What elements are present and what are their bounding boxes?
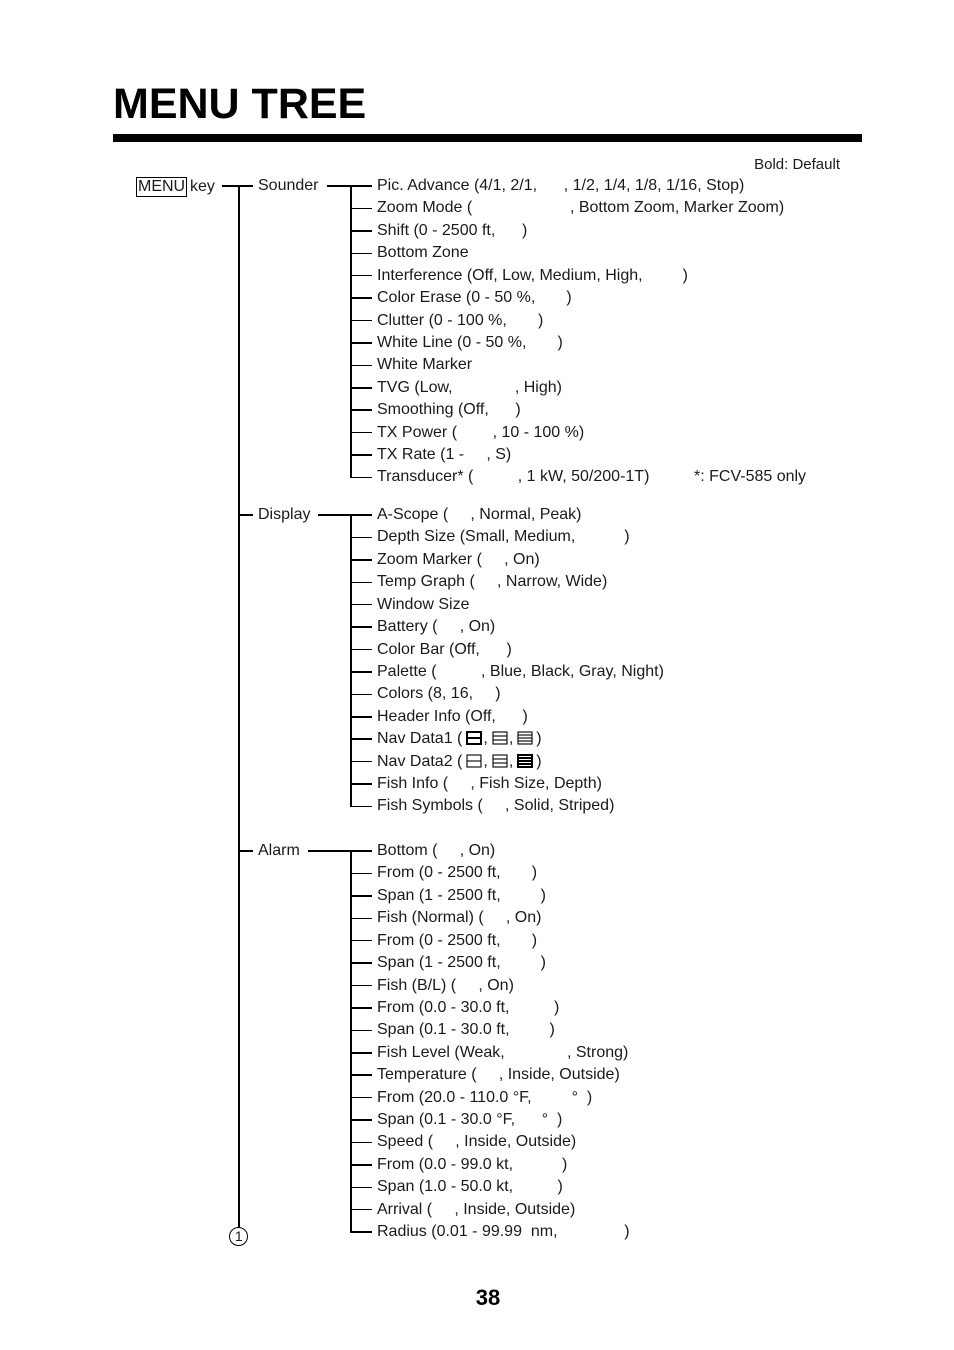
menu-item-from: From (0 - 2500 ft, ) [377, 931, 538, 949]
menu-item-arrival: Arrival ( , Inside, Outside) [377, 1200, 576, 1218]
menu-item-span: Span (1.0 - 50.0 kt, ) [377, 1178, 563, 1196]
branch-connector [239, 850, 253, 852]
item-connector [351, 1074, 372, 1076]
three-row-layout-icon [492, 754, 508, 768]
bold-default-legend: Bold: Default [754, 156, 840, 173]
menu-item-from: From (0.0 - 30.0 ft, ) [377, 998, 560, 1016]
item-connector [351, 962, 372, 964]
menu-item-bottom: Bottom ( , On) [377, 842, 496, 859]
item-connector [351, 432, 372, 434]
item-connector [351, 582, 372, 584]
page-title: MENU TREE [113, 80, 367, 128]
menu-item-fish: Fish (Normal) ( , On) [377, 909, 542, 927]
item-connector [351, 1030, 372, 1032]
item-connector [351, 230, 372, 232]
item-connector [351, 738, 372, 740]
menu-item-color-bar: Color Bar (Off, ) [377, 640, 512, 658]
branch-label-alarm: Alarm [258, 842, 300, 859]
menu-item-colors: Colors (8, 16, ) [377, 685, 501, 703]
item-connector [351, 185, 372, 187]
item-connector [351, 626, 372, 628]
branch-label-display: Display [258, 506, 311, 523]
branch-trunk-alarm [350, 850, 352, 1233]
menu-item-clutter: Clutter (0 - 100 %, ) [377, 311, 544, 329]
item-connector [351, 1007, 372, 1009]
item-connector [351, 873, 372, 875]
menu-item-shift: Shift (0 - 2500 ft, ) [377, 221, 528, 239]
menu-item-fish: Fish (B/L) ( , On) [377, 976, 514, 994]
item-connector [351, 940, 372, 942]
item-label: Nav Data1 ( [377, 730, 463, 748]
menu-item-span: Span (1 - 2500 ft, ) [377, 886, 546, 904]
menu-item-from: From (20.0 - 110.0 °F, ° ) [377, 1088, 593, 1106]
item-connector [351, 604, 372, 606]
menu-item-fish-info: Fish Info ( , Fish Size, Depth) [377, 775, 602, 793]
item-connector [351, 559, 372, 561]
menu-key-label: MENU [138, 178, 186, 195]
item-connector [351, 477, 372, 479]
item-connector [351, 514, 372, 516]
item-connector [351, 761, 372, 763]
item-connector [351, 454, 372, 456]
item-connector [351, 1209, 372, 1211]
footnote: *: FCV-585 only [694, 468, 807, 486]
page-number: 38 [475, 1285, 501, 1310]
item-connector [351, 1097, 372, 1099]
menu-item-temp-graph: Temp Graph ( , Narrow, Wide) [377, 573, 608, 591]
menu-item-window-size: Window Size [377, 595, 470, 613]
item-connector [351, 649, 372, 651]
separator: , [508, 752, 514, 770]
menu-item-a-scope: A-Scope ( , Normal, Peak) [377, 506, 582, 523]
item-connector [351, 694, 372, 696]
item-connector [351, 365, 372, 367]
item-connector [351, 1142, 372, 1144]
continuation-marker: 1 [229, 1227, 248, 1246]
menu-item-fish-symbols: Fish Symbols ( , Solid, Striped) [377, 797, 615, 815]
menu-item-interference: Interference (Off, Low, Medium, High, ) [377, 266, 688, 284]
item-connector [351, 208, 372, 210]
item-connector [351, 1231, 372, 1233]
menu-item-temperature: Temperature ( , Inside, Outside) [377, 1066, 620, 1084]
menu-item-nav-data1 [377, 728, 542, 750]
menu-item-from: From (0 - 2500 ft, ) [377, 864, 538, 882]
menu-item-white-line: White Line (0 - 50 %, ) [377, 333, 563, 351]
menu-item-span: Span (0.1 - 30.0 °F, ° ) [377, 1111, 563, 1129]
menu-item-tvg: TVG (Low, , High) [377, 378, 562, 396]
item-connector [351, 1164, 372, 1166]
four-row-layout-icon [517, 731, 533, 745]
menu-item-depth-size: Depth Size (Small, Medium, ) [377, 528, 630, 546]
item-connector [351, 985, 372, 987]
item-connector [351, 387, 372, 389]
menu-item-radius: Radius (0.01 - 99.99 nm, ) [377, 1223, 630, 1241]
menu-item-nav-data2 [377, 751, 542, 773]
menu-item-color-erase: Color Erase (0 - 50 %, ) [377, 289, 572, 307]
menu-item-transducer: Transducer* ( , 1 kW, 50/200-1T) [377, 468, 650, 486]
branch-connector [239, 185, 253, 187]
menu-item-tx-power: TX Power ( , 10 - 100 %) [377, 423, 585, 441]
item-connector [351, 409, 372, 411]
separator: , [508, 730, 514, 748]
item-connector [351, 918, 372, 920]
item-connector [351, 1052, 372, 1054]
item-connector [351, 537, 372, 539]
four-row-layout-icon [517, 754, 533, 768]
two-row-layout-icon [466, 754, 482, 768]
item-connector [351, 1119, 372, 1121]
item-connector [351, 895, 372, 897]
two-row-layout-icon [466, 731, 482, 745]
item-connector [351, 297, 372, 299]
menu-item-fish-level: Fish Level (Weak, , Strong) [377, 1043, 629, 1061]
item-label: Nav Data2 ( [377, 752, 463, 770]
closing-paren: ) [536, 730, 542, 748]
menu-item-white-marker: White Marker [377, 356, 473, 374]
menu-item-tx-rate: TX Rate (1 - , S) [377, 446, 512, 464]
item-connector [351, 275, 372, 277]
item-connector [351, 671, 372, 673]
item-connector [351, 320, 372, 322]
menu-item-pic-advance: Pic. Advance (4/1, 2/1, , 1/2, 1/4, 1/8, 1/16, Stop) [377, 177, 745, 194]
separator: , [483, 752, 488, 770]
title-rule [113, 134, 862, 142]
menu-item-bottom-zone: Bottom Zone [377, 244, 469, 262]
branch-label-sounder: Sounder [258, 177, 319, 194]
menu-item-battery: Battery ( , On) [377, 618, 496, 636]
item-connector [351, 716, 372, 718]
branch-connector [239, 514, 253, 516]
menu-item-span: Span (0.1 - 30.0 ft, ) [377, 1021, 555, 1039]
item-connector [351, 806, 372, 808]
item-connector [351, 342, 372, 344]
item-connector [351, 783, 372, 785]
main-trunk-line [238, 186, 240, 1227]
menu-key-suffix: key [190, 178, 215, 195]
menu-item-smoothing: Smoothing (Off, ) [377, 401, 521, 419]
menu-item-header-info: Header Info (Off, ) [377, 707, 528, 725]
item-connector [351, 253, 372, 255]
menu-item-speed: Speed ( , Inside, Outside) [377, 1133, 577, 1151]
menu-item-zoom-mode: Zoom Mode ( , Bottom Zoom, Marker Zoom) [377, 199, 785, 217]
menu-item-from: From (0.0 - 99.0 kt, ) [377, 1155, 568, 1173]
separator: , [483, 730, 488, 748]
item-connector [351, 850, 372, 852]
menu-item-palette: Palette ( , Blue, Black, Gray, Night) [377, 662, 664, 680]
menu-item-zoom-marker: Zoom Marker ( , On) [377, 550, 540, 568]
three-row-layout-icon [492, 731, 508, 745]
menu-item-span: Span (1 - 2500 ft, ) [377, 954, 546, 972]
closing-paren: ) [536, 752, 542, 770]
item-connector [351, 1187, 372, 1189]
